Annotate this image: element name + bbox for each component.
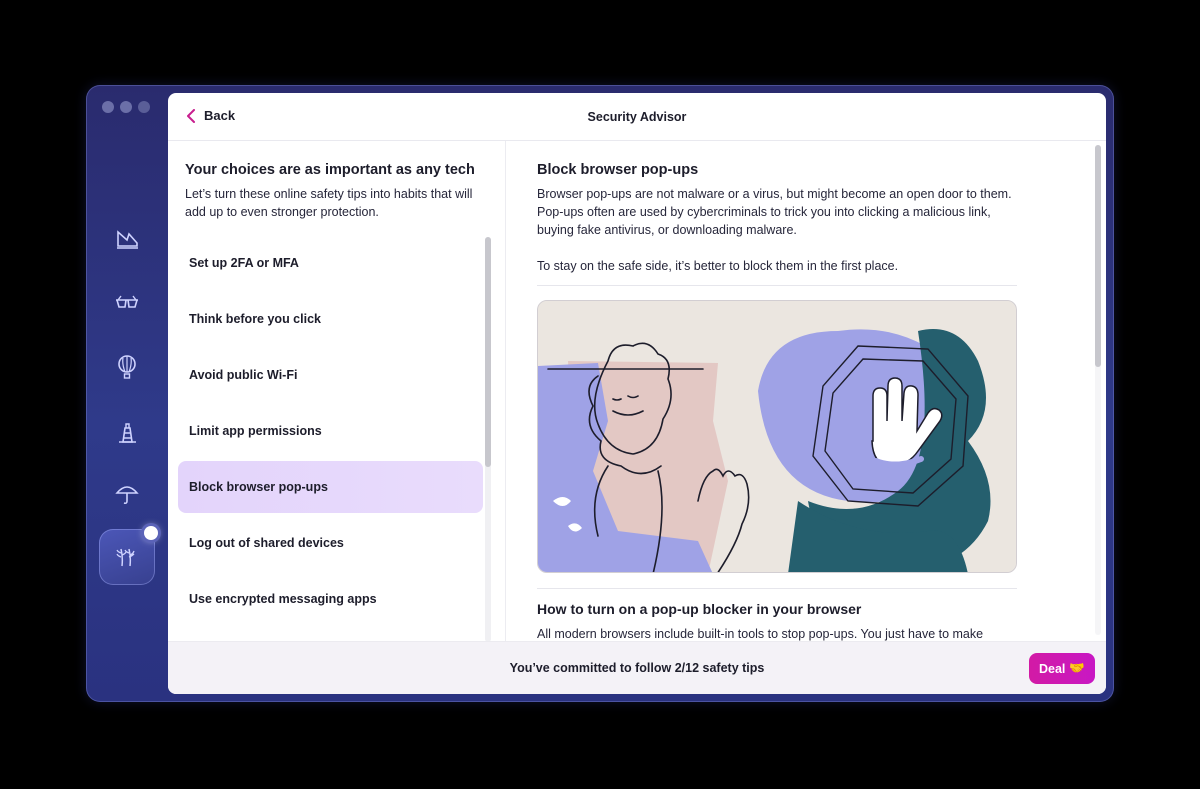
- glasses-icon: [113, 288, 141, 316]
- how-to-heading: How to turn on a pop-up blocker in your browser: [537, 601, 862, 617]
- tip-item[interactable]: Set up 2FA or MFA: [189, 256, 299, 270]
- page-title: Security Advisor: [587, 109, 687, 124]
- close-window-button[interactable]: [102, 101, 114, 113]
- tips-scrollbar[interactable]: [485, 237, 491, 642]
- stop-hand-illustration: [538, 301, 1017, 573]
- minimize-window-button[interactable]: [120, 101, 132, 113]
- tip-item[interactable]: Block browser pop-ups: [178, 461, 483, 513]
- sidebar-item-ship[interactable]: [109, 222, 145, 258]
- detail-scrollbar[interactable]: [1095, 145, 1101, 635]
- tip-item[interactable]: Limit app permissions: [189, 424, 322, 438]
- notification-dot: [144, 526, 158, 540]
- tips-pane: [168, 141, 506, 641]
- footer-bar: [168, 641, 1106, 694]
- detail-description: Browser pop-ups are not malware or a virus, but might become an open door to them. Pop-ups often are used by cybercriminals to trick you into clicking a malicious link, buying fake antivirus, or downloading malware.: [537, 187, 1012, 237]
- tip-item[interactable]: Use encrypted messaging apps: [189, 592, 377, 606]
- tips-heading: Your choices are as important as any tech: [185, 162, 475, 178]
- sidebar-item-safety-tips[interactable]: [99, 529, 155, 585]
- tips-list: [178, 237, 483, 629]
- detail-title: Block browser pop-ups: [537, 162, 699, 178]
- detail-pane: [507, 141, 1106, 641]
- zoom-window-button[interactable]: [138, 101, 150, 113]
- tip-item[interactable]: Think before you click: [189, 312, 321, 326]
- wheat-icon: [113, 543, 141, 571]
- detail-scrollbar-thumb[interactable]: [1095, 145, 1101, 367]
- divider: [537, 588, 1017, 589]
- detail-advice: To stay on the safe side, it’s better to block them in the first place.: [537, 259, 899, 273]
- tips-intro: Let’s turn these online safety tips into habits that will add up to even stronger protection.: [185, 187, 473, 219]
- umbrella-icon: [113, 479, 141, 507]
- sidebar-item-umbrella[interactable]: [109, 475, 145, 511]
- window-controls: [102, 101, 150, 113]
- tips-scrollbar-thumb[interactable]: [485, 237, 491, 467]
- back-label: Back: [204, 108, 236, 123]
- handshake-icon: 🤝: [1069, 661, 1085, 675]
- app-window: [86, 85, 1114, 702]
- sidebar-item-lighthouse[interactable]: [109, 414, 145, 450]
- ship-icon: [113, 226, 141, 254]
- deal-button[interactable]: [1029, 653, 1095, 684]
- commitment-status: You’ve committed to follow 2/12 safety tips: [509, 661, 765, 675]
- popup-blocker-illustration: [537, 300, 1017, 573]
- back-button[interactable]: [186, 108, 235, 123]
- sidebar-item-glasses[interactable]: [109, 284, 145, 320]
- divider: [537, 285, 1017, 286]
- how-to-text: All modern browsers include built-in tools to stop pop-ups. You just have to make: [537, 627, 984, 641]
- tip-item[interactable]: Log out of shared devices: [189, 536, 344, 550]
- tip-item[interactable]: Avoid public Wi-Fi: [189, 368, 298, 382]
- chevron-left-icon: [186, 109, 196, 123]
- header-bar: [168, 93, 1106, 141]
- balloon-icon: [113, 353, 141, 381]
- deal-label: Deal: [1039, 661, 1066, 676]
- content-panel: [168, 93, 1106, 694]
- sidebar-item-balloon[interactable]: [109, 349, 145, 385]
- lighthouse-icon: [113, 418, 141, 446]
